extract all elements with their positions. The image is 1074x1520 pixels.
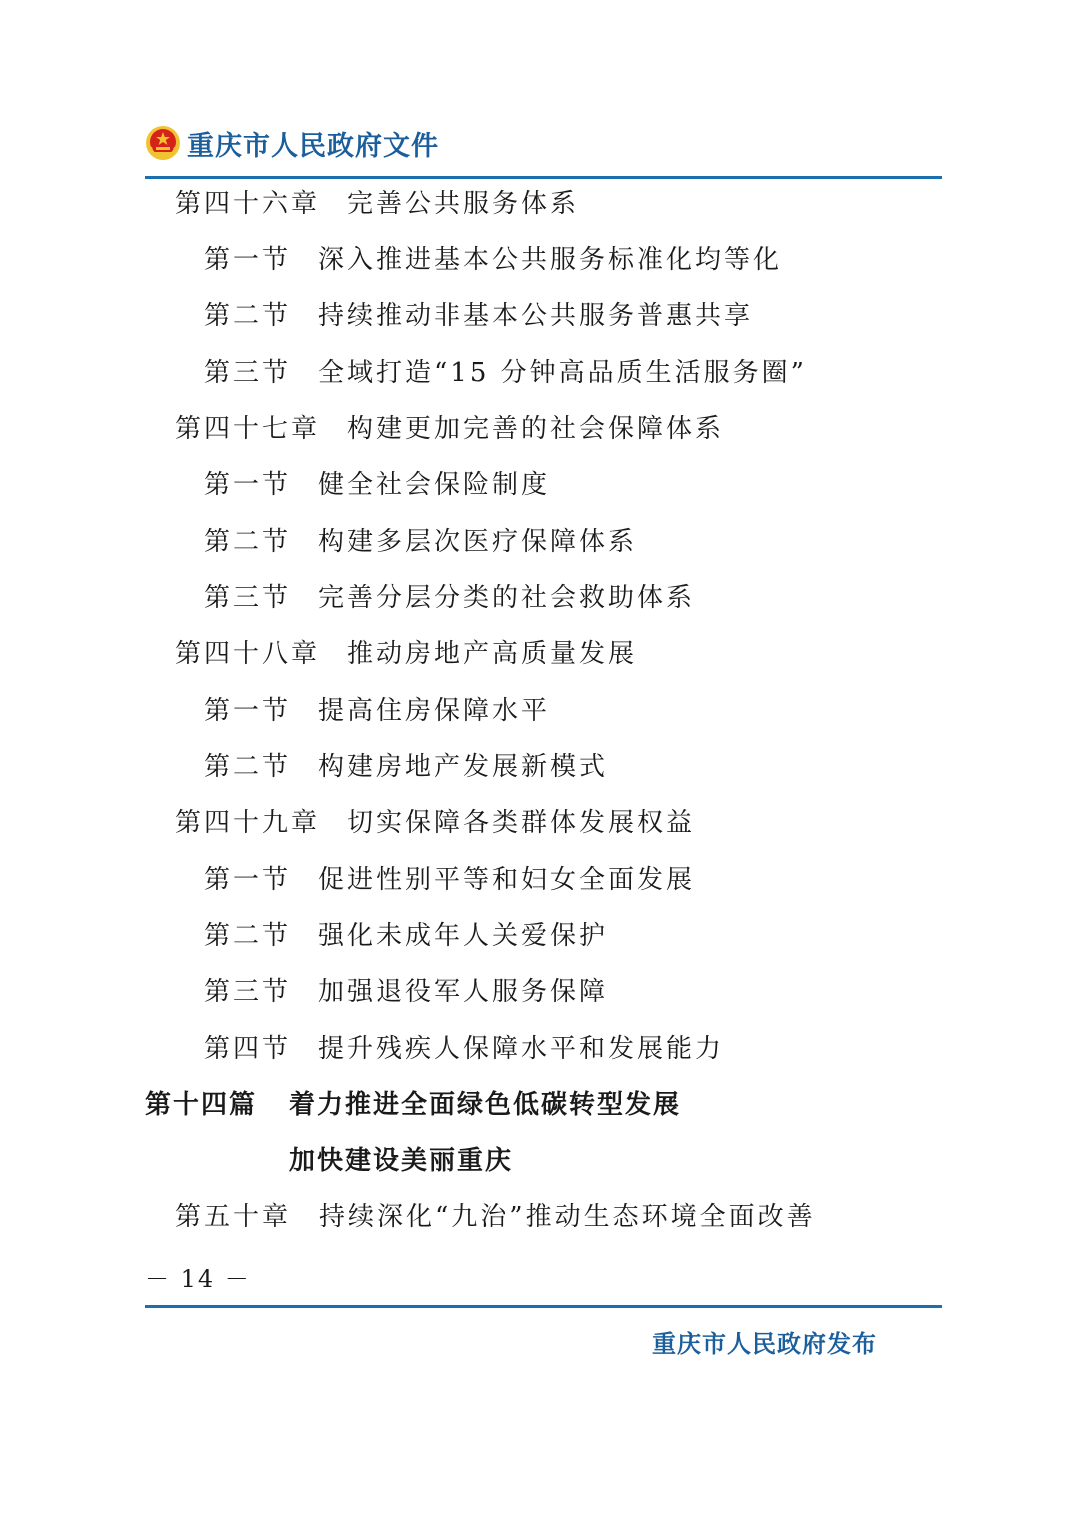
toc-number: 第一节	[204, 245, 292, 275]
toc-section	[204, 862, 695, 898]
toc-number: 第四节	[204, 1034, 292, 1064]
toc-number: 第五十章	[175, 1202, 292, 1232]
toc-section	[204, 524, 637, 560]
toc-chapter	[175, 411, 724, 447]
toc-chapter	[175, 186, 579, 222]
toc-number: 第三节	[204, 583, 292, 613]
toc-number: 第三节	[204, 358, 292, 388]
toc-title: 完善分层分类的社会救助体系	[318, 583, 696, 613]
toc-title: 促进性别平等和妇女全面发展	[318, 865, 696, 895]
toc-section	[204, 580, 695, 616]
toc-section	[204, 974, 608, 1010]
toc-number: 第四十七章	[175, 414, 321, 444]
toc-title: 构建房地产发展新模式	[318, 752, 609, 782]
toc-title: 加快建设美丽重庆	[289, 1146, 514, 1176]
toc-title: 提升残疾人保障水平和发展能力	[318, 1034, 725, 1064]
toc-title: 加强退役军人服务保障	[318, 977, 609, 1007]
toc-number: 第十四篇	[145, 1090, 258, 1120]
toc-part	[145, 1087, 681, 1123]
toc-title: 持续推动非基本公共服务普惠共享	[318, 301, 754, 331]
header-title: 重庆市人民政府文件	[187, 130, 439, 162]
toc-section	[204, 355, 807, 391]
toc-number: 第四十九章	[175, 808, 321, 838]
toc-section	[204, 918, 608, 954]
toc-section	[204, 242, 782, 278]
toc-chapter	[175, 636, 637, 672]
toc-chapter	[175, 1199, 816, 1235]
toc-number: 第二节	[204, 921, 292, 951]
toc-title: 全域打造“15 分钟高品质生活服务圈”	[318, 358, 807, 388]
footer-rule	[145, 1305, 942, 1308]
toc-number: 第一节	[204, 865, 292, 895]
toc-title: 构建更加完善的社会保障体系	[347, 414, 725, 444]
toc-section	[204, 1031, 724, 1067]
toc-section	[204, 693, 550, 729]
toc-title: 持续深化“九治”推动生态环境全面改善	[319, 1202, 816, 1232]
toc-chapter	[175, 805, 695, 841]
toc-number: 第三节	[204, 977, 292, 1007]
footer-publisher: 重庆市人民政府发布	[652, 1330, 877, 1358]
toc-title: 切实保障各类群体发展权益	[347, 808, 696, 838]
toc-number: 第二节	[204, 527, 292, 557]
toc-number: 第四十六章	[175, 189, 321, 219]
toc-title: 深入推进基本公共服务标准化均等化	[318, 245, 783, 275]
toc-number: 第四十八章	[175, 639, 321, 669]
toc-number: 第一节	[204, 470, 292, 500]
toc-title: 推动房地产高质量发展	[347, 639, 638, 669]
toc-section	[204, 467, 550, 503]
page-number: － 14 －	[145, 1265, 251, 1293]
toc-number: 第二节	[204, 752, 292, 782]
toc-title: 着力推进全面绿色低碳转型发展	[289, 1090, 682, 1120]
toc-number: 第一节	[204, 696, 292, 726]
toc-title: 提高住房保障水平	[318, 696, 551, 726]
toc-title: 构建多层次医疗保障体系	[318, 527, 638, 557]
toc-title: 健全社会保险制度	[318, 470, 551, 500]
toc-part-continuation	[289, 1143, 513, 1179]
toc-section	[204, 749, 608, 785]
toc-section	[204, 298, 753, 334]
toc-title: 完善公共服务体系	[347, 189, 580, 219]
toc-title: 强化未成年人关爱保护	[318, 921, 609, 951]
toc-number: 第二节	[204, 301, 292, 331]
